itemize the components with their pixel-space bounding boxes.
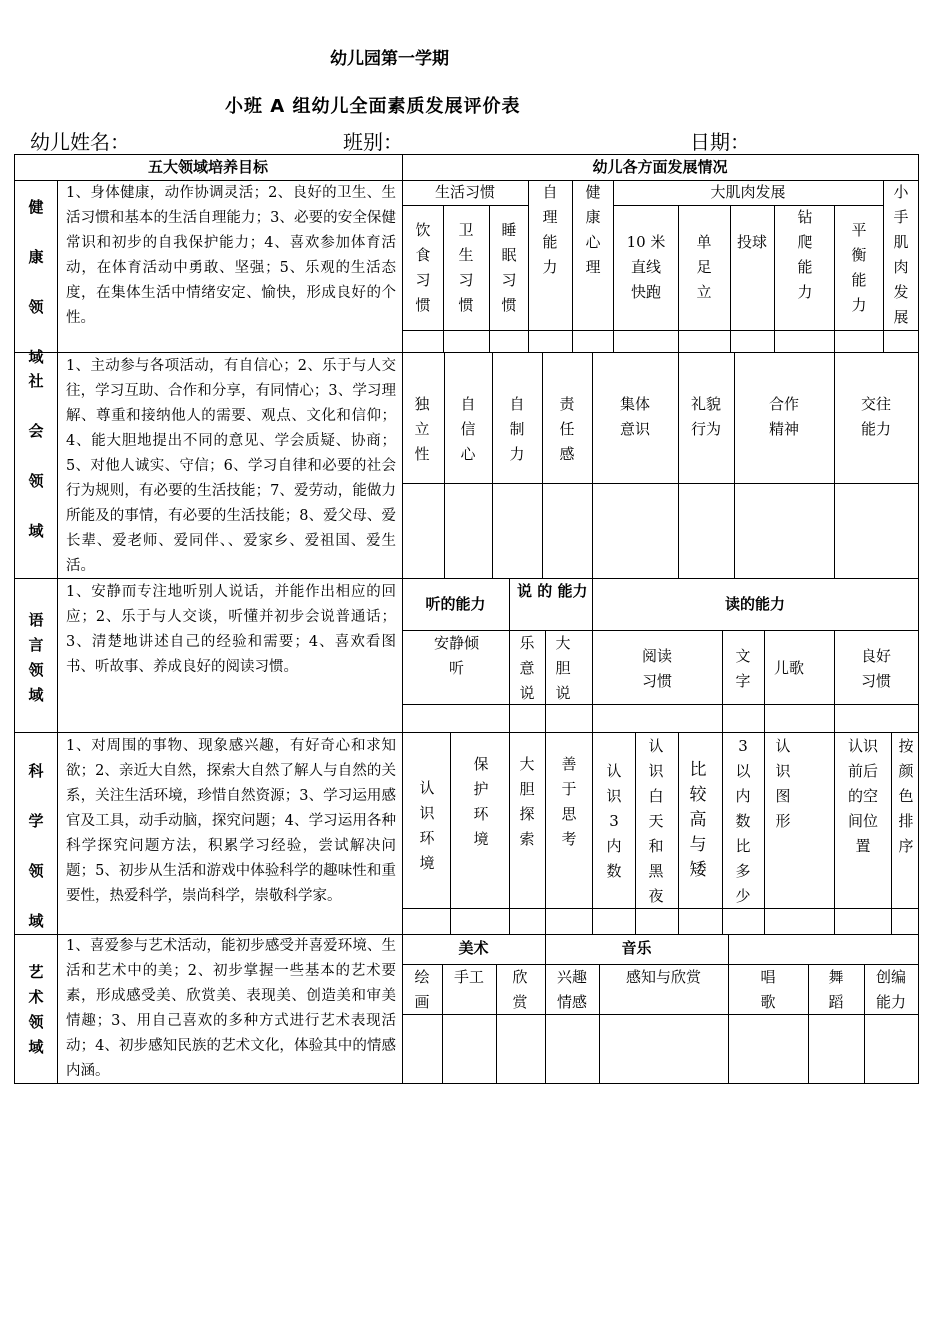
class-label: 班别：	[343, 130, 403, 154]
perception-appreciation-cell: 感知与欣赏	[625, 968, 701, 986]
compare-quantity-cell: 3以内数比多少	[735, 737, 751, 905]
quiet-listening-cell: 安静倾听	[434, 634, 480, 677]
count-within-3-cell: 认识3内数	[606, 762, 622, 880]
language-goals: 1、安静而专注地听别人说话，并能作出相应的回应；2、乐于与人交谈，听懂并初步会说普通话；3、清楚地讲述自己的经验和需要；4、喜欢看图书、听故事、养成良好的阅读习惯。	[66, 584, 396, 675]
confidence-cell: 自信心	[460, 395, 476, 463]
handcraft-cell: 手工	[453, 968, 484, 986]
social-goals: 1、主动参与各项活动，有自信心；2、乐于与人交往，学习互助、合作和分享，有同情心；3、学习理解、尊重和接纳他人的需要、观点、文化和信仰；4、能大胆地提出不同的意见、学会质疑、协商；5、对他人诚实、守信；6、学习自律和必要的社会行为规则，有必要的生活技能；7、爱劳动，能做力所能及的事情，有必要的生活技能；8、爱父母、爱长辈、爱老师、爱同伴、、爱家乡、爱祖国、爱生活。	[66, 358, 396, 574]
page-title: 小班 A 组幼儿全面素质发展评价表	[225, 96, 521, 117]
sort-by-color-cell: 按颜色排序	[898, 737, 914, 855]
drawing-cell: 绘画	[414, 968, 430, 1011]
singing-cell: 唱歌	[760, 968, 776, 1011]
interest-emotion-cell: 兴趣情感	[556, 968, 587, 1011]
status-header: 幼儿各方面发展情况	[592, 158, 728, 176]
health-domain-label: 健康领域	[28, 198, 44, 366]
listening-header: 听的能力	[425, 595, 486, 613]
good-thinking-cell: 善于思考	[561, 755, 577, 848]
reading-habit-cell: 阅读习惯	[641, 647, 672, 690]
term-heading: 幼儿园第一学期	[330, 49, 449, 69]
balance-ability-cell: 平衡能力	[851, 221, 867, 314]
spatial-position-cell: 认识前后的空间位置	[847, 737, 878, 855]
polite-behavior-cell: 礼貌行为	[690, 395, 721, 438]
choreography-cell: 创编能力	[875, 968, 906, 1011]
mental-health-cell: 健康心理	[585, 183, 601, 276]
living-habits-header: 生活习惯	[434, 183, 495, 201]
bold-explore-cell: 大胆探索	[519, 755, 535, 848]
bold-speak-cell: 大胆说	[555, 634, 571, 702]
throw-ball-cell: 投球	[736, 233, 767, 251]
science-goals: 1、对周围的事物、现象感兴趣，有好奇心和求知欲；2、亲近大自然，探索大自然了解人与自然的关系，关注生活环境，珍惜自然资源；3、学习运用感官及工具，动手动脑，探究问题；4、学习运用各种科学探究问题方法，积累学习经验，尝试解决问题；5、初步从生活和游戏中体验科学的趣味性和重要性，热爱科学，崇尚科学，崇敬科学家。	[66, 738, 396, 904]
health-goals: 1、身体健康，动作协调灵活；2、良好的卫生、生活习惯和基本的生活自理能力；3、必要的安全保健常识和初步的自我保护能力；4、喜欢参加体育活动，在体育活动中勇敢、坚强；5、乐观的生活态度，在集体生活中情绪安定、愉快，形成良好的个性。	[66, 185, 396, 326]
social-domain-label: 社会领域	[28, 372, 44, 540]
science-domain-label: 科学领域	[28, 762, 44, 930]
eating-habits-cell: 饮食习惯	[415, 221, 431, 314]
music-header: 音乐	[621, 939, 652, 957]
run-10m-cell: 10 米直线快跑	[626, 233, 666, 301]
protect-environment-cell: 保护环境	[473, 755, 489, 848]
language-domain-label: 语言领域	[28, 611, 44, 704]
art-goals: 1、喜爱参与艺术活动，能初步感受并喜爱环境、生活和艺术中的美；2、初步掌握一些基本的艺术要素，形成感受美、欣赏美、表现美、创造美和审美情趣；3、用自己喜欢的多种方式进行艺术表现活动；4、初步感知民族的艺术文化，体验其中的情感内涵。	[66, 938, 396, 1079]
collective-awareness-cell: 集体意识	[619, 395, 650, 438]
responsibility-cell: 责任感	[559, 395, 575, 463]
name-label: 幼儿姓名：	[30, 130, 130, 154]
evaluation-table	[14, 154, 919, 1084]
art-domain-label: 艺术领域	[28, 963, 44, 1056]
compare-height-cell: 比较高与矮	[689, 760, 707, 880]
crawl-ability-cell: 钻爬能力	[797, 208, 813, 301]
characters-cell: 文字	[735, 647, 751, 690]
fine-motor-cell: 小手肌肉发展	[893, 183, 909, 326]
one-foot-stand-cell: 单足立	[696, 233, 712, 301]
hygiene-habits-cell: 卫生习惯	[458, 221, 474, 314]
speaking-header: 说 的 能力	[517, 582, 588, 600]
know-shapes-cell: 认识图形	[775, 737, 791, 830]
self-care-cell: 自理能力	[542, 183, 558, 276]
independence-cell: 独立性	[414, 395, 430, 463]
know-environment-cell: 认识环境	[419, 779, 435, 872]
reading-header: 读的能力	[724, 595, 785, 613]
fine-art-header: 美术	[458, 939, 489, 957]
dancing-cell: 舞蹈	[828, 968, 844, 1011]
cooperation-cell: 合作精神	[768, 395, 799, 438]
willing-speak-cell: 乐意说	[519, 634, 535, 702]
gross-motor-header: 大肌肉发展	[710, 183, 786, 201]
sleep-habits-cell: 睡眠习惯	[501, 221, 517, 314]
communication-cell: 交往能力	[860, 395, 891, 438]
day-night-cell: 认识白天和黑夜	[648, 737, 664, 905]
date-label: 日期：	[690, 130, 750, 154]
good-habit-cell: 良好习惯	[860, 647, 891, 690]
appreciation-cell: 欣赏	[512, 968, 528, 1011]
goals-header: 五大领域培养目标	[147, 158, 268, 176]
rhymes-cell: 儿歌	[774, 659, 805, 677]
self-control-cell: 自制力	[509, 395, 525, 463]
